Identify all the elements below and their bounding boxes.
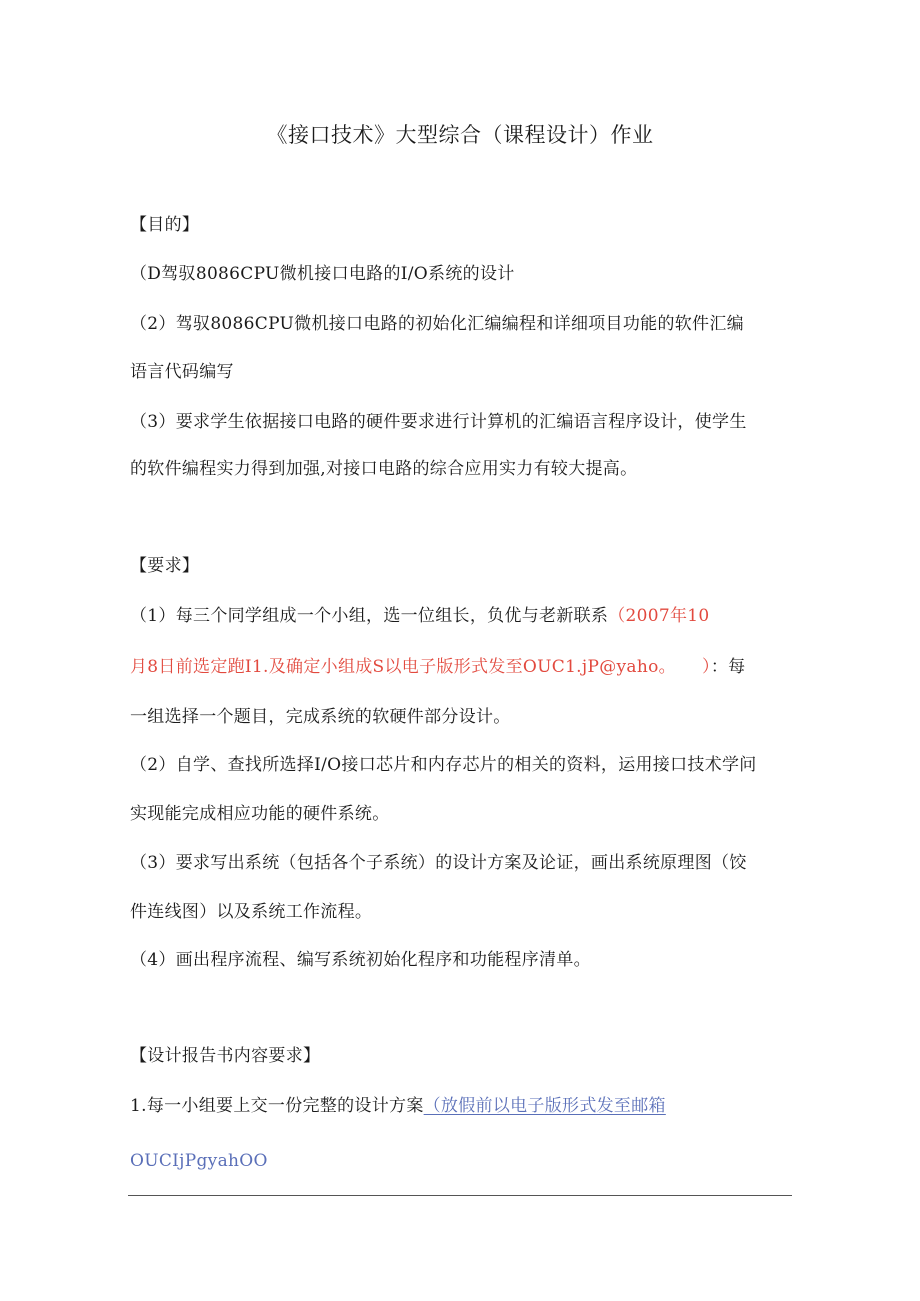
purpose-line-3: 语言代码编写: [130, 362, 234, 382]
requirement-1-text: （1）每三个同学组成一个小组，选一位组长，负优与老新联系: [130, 606, 609, 626]
requirement-1-line-1: [130, 604, 710, 628]
report-heading: 【设计报告书内容要求】: [130, 1046, 321, 1066]
requirement-1-line-3: 一组选择一个题目，完成系统的软硬件部分设计。: [130, 707, 511, 727]
requirement-1-line-2: [130, 655, 745, 679]
requirement-1-tail: ：每: [710, 657, 746, 677]
requirements-heading: 【要求】: [130, 556, 200, 576]
deadline-note-continued: 月8日前选定跑I1.及确定小组成S以电子版形式发至OUC1.jP@yaho。 ）: [130, 657, 711, 677]
purpose-heading: 【目的】: [130, 215, 200, 235]
email-address-link[interactable]: OUCIjPgyahOO: [130, 1151, 268, 1171]
requirement-3-line-1: （3）要求写出系统（包括各个子系统）的设计方案及论证，画出系统原理图（饺: [130, 853, 747, 873]
purpose-line-2: （2）驾驭8086CPU微机接口电路的初始化汇编编程和详细项目功能的软件汇编: [130, 314, 744, 334]
requirement-3-line-2: 件连线图）以及系统工作流程。: [130, 902, 373, 922]
purpose-line-4: （3）要求学生依据接口电路的硬件要求进行计算机的汇编语言程序设计，使学生: [130, 412, 747, 432]
report-item-1: [130, 1094, 666, 1118]
page-title: 《接口技术》大型综合（课程设计）作业: [266, 123, 654, 147]
footer-divider: [128, 1195, 792, 1196]
requirement-4: （4）画出程序流程、编写系统初始化程序和功能程序清单。: [130, 950, 591, 970]
email-submission-link[interactable]: （放假前以电子版形式发至邮箱: [423, 1096, 666, 1116]
requirement-2-line-2: 实现能完成相应功能的硬件系统。: [130, 804, 390, 824]
report-item-1-text: 1.每一小组要上交一份完整的设计方案: [130, 1096, 424, 1116]
purpose-line-1: （D驾驭8086CPU微机接口电路的I/O系统的设计: [130, 264, 515, 284]
requirement-2-line-1: （2）自学、查找所选择I/O接口芯片和内存芯片的相关的资料，运用接口技术学问: [130, 755, 757, 775]
purpose-line-5: 的软件编程实力得到加强,对接口电路的综合应用实力有较大提高。: [130, 459, 638, 479]
deadline-note: （2007年10: [608, 606, 710, 626]
